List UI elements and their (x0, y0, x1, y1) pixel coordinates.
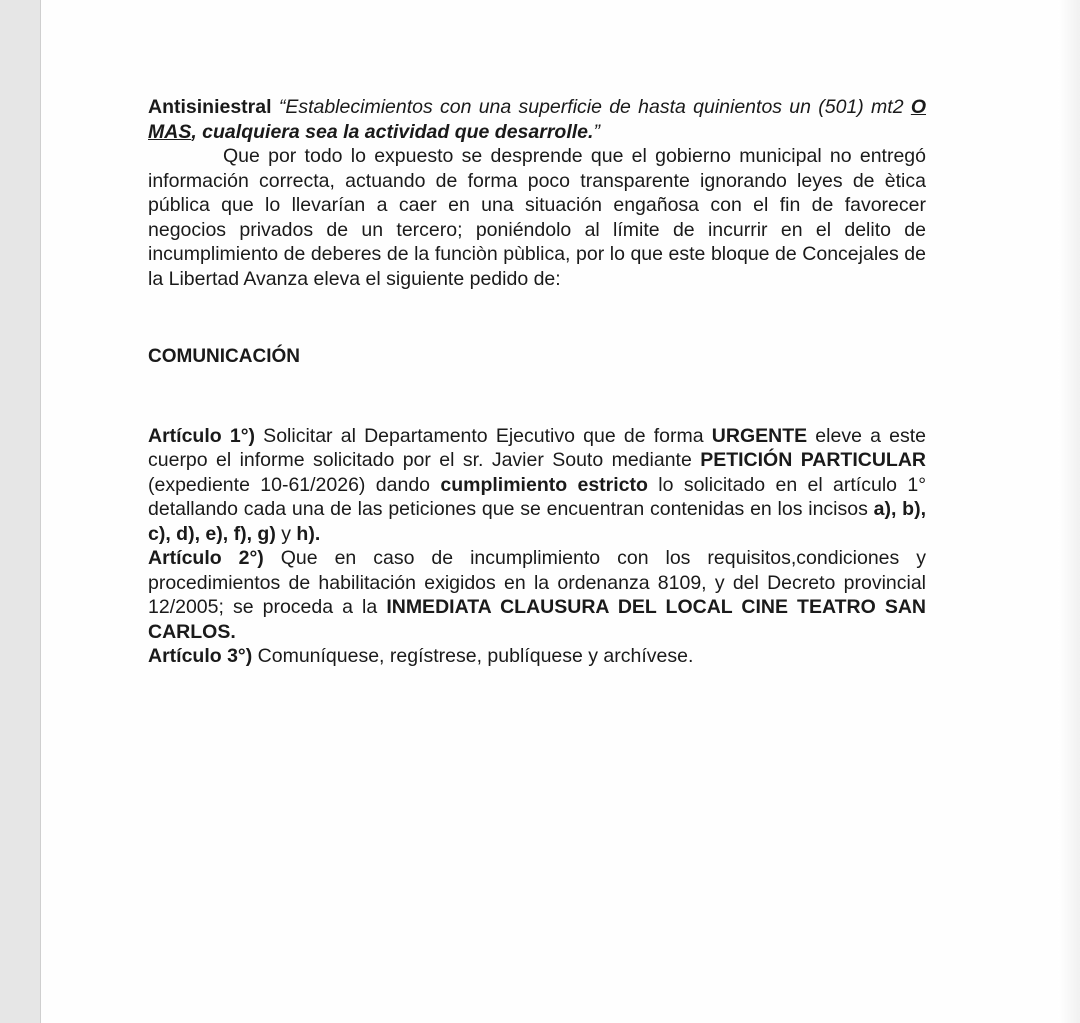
article-3 (148, 644, 926, 669)
article-3-text-1: Comuníquese, regístrese, publíquese y archívese. (252, 645, 694, 667)
article-1-text-3: (expediente 10-61/2026) dando (148, 473, 441, 496)
quote-emphasis-underlined: O MAS (148, 96, 927, 143)
article-2-text-1: Que en caso de incumplimiento con los requisitos,condiciones y procedimientos de habilitación exigidos en la ordenanza 8109, y del Decreto provincial 12/2005; se proceda a la (148, 547, 926, 618)
paragraph-antisiniestral (148, 95, 926, 144)
article-1-bold-1: URGENTE (711, 424, 808, 447)
label-antisiniestral: Antisiniestral (148, 96, 272, 118)
right-shadow-edge (1058, 0, 1080, 1023)
article-1-text-1: Solicitar al Departamento Ejecutivo que de forma (255, 424, 712, 447)
article-1-text-2: eleve a este cuerpo el informe solicitado por el sr. Javier Souto mediante (148, 424, 926, 471)
quote-emphasis: , cualquiera sea la actividad que desarrolle. (191, 120, 594, 143)
heading-comunicacion: COMUNICACIÓN (148, 346, 300, 367)
article-2-label: Artículo 2°) (148, 547, 264, 569)
article-2 (148, 546, 926, 644)
document-body (148, 95, 926, 669)
article-1-bold-2: PETICIÓN PARTICULAR (700, 449, 926, 471)
left-shadow-edge (0, 0, 40, 1023)
article-1-bold-3: cumplimiento estricto (440, 473, 648, 496)
article-2-bold-1: INMEDIATA CLAUSURA DEL LOCAL CINE TEATRO SAN CARLOS. (148, 596, 926, 643)
article-1-bold-4: a), b), c), d), e), f), g) (148, 498, 927, 545)
quote-close: ” (593, 120, 600, 143)
article-1-text-5: y (275, 522, 297, 545)
article-1-label: Artículo 1°) (148, 424, 255, 447)
quote-text: “Establecimientos con una superficie de hasta quinientos un (501) mt2 (278, 96, 904, 118)
article-3-label: Artículo 3°) (148, 645, 253, 667)
paragraph-expuesto: Que por todo lo expuesto se desprende que el gobierno municipal no entregó información correcta, actuando de forma poco transparente ignorando leyes de ètica pública que lo llevarían a caer en una situación engañosa con el fin de favorecer negocios privados de un tercero; poniéndolo al límite de incurrir en el delito de incumplimiento de deberes de la funciòn pùblica, por lo que este bloque de Concejales de la Libertad Avanza eleva el siguiente pedido de: (148, 145, 926, 290)
article-1 (148, 424, 926, 547)
articles (148, 424, 926, 669)
article-1-bold-5: h). (296, 522, 321, 545)
article-1-text-4: lo solicitado en el artículo 1° detallando cada una de las peticiones que se encuentran contenidas en los incisos (148, 473, 926, 520)
